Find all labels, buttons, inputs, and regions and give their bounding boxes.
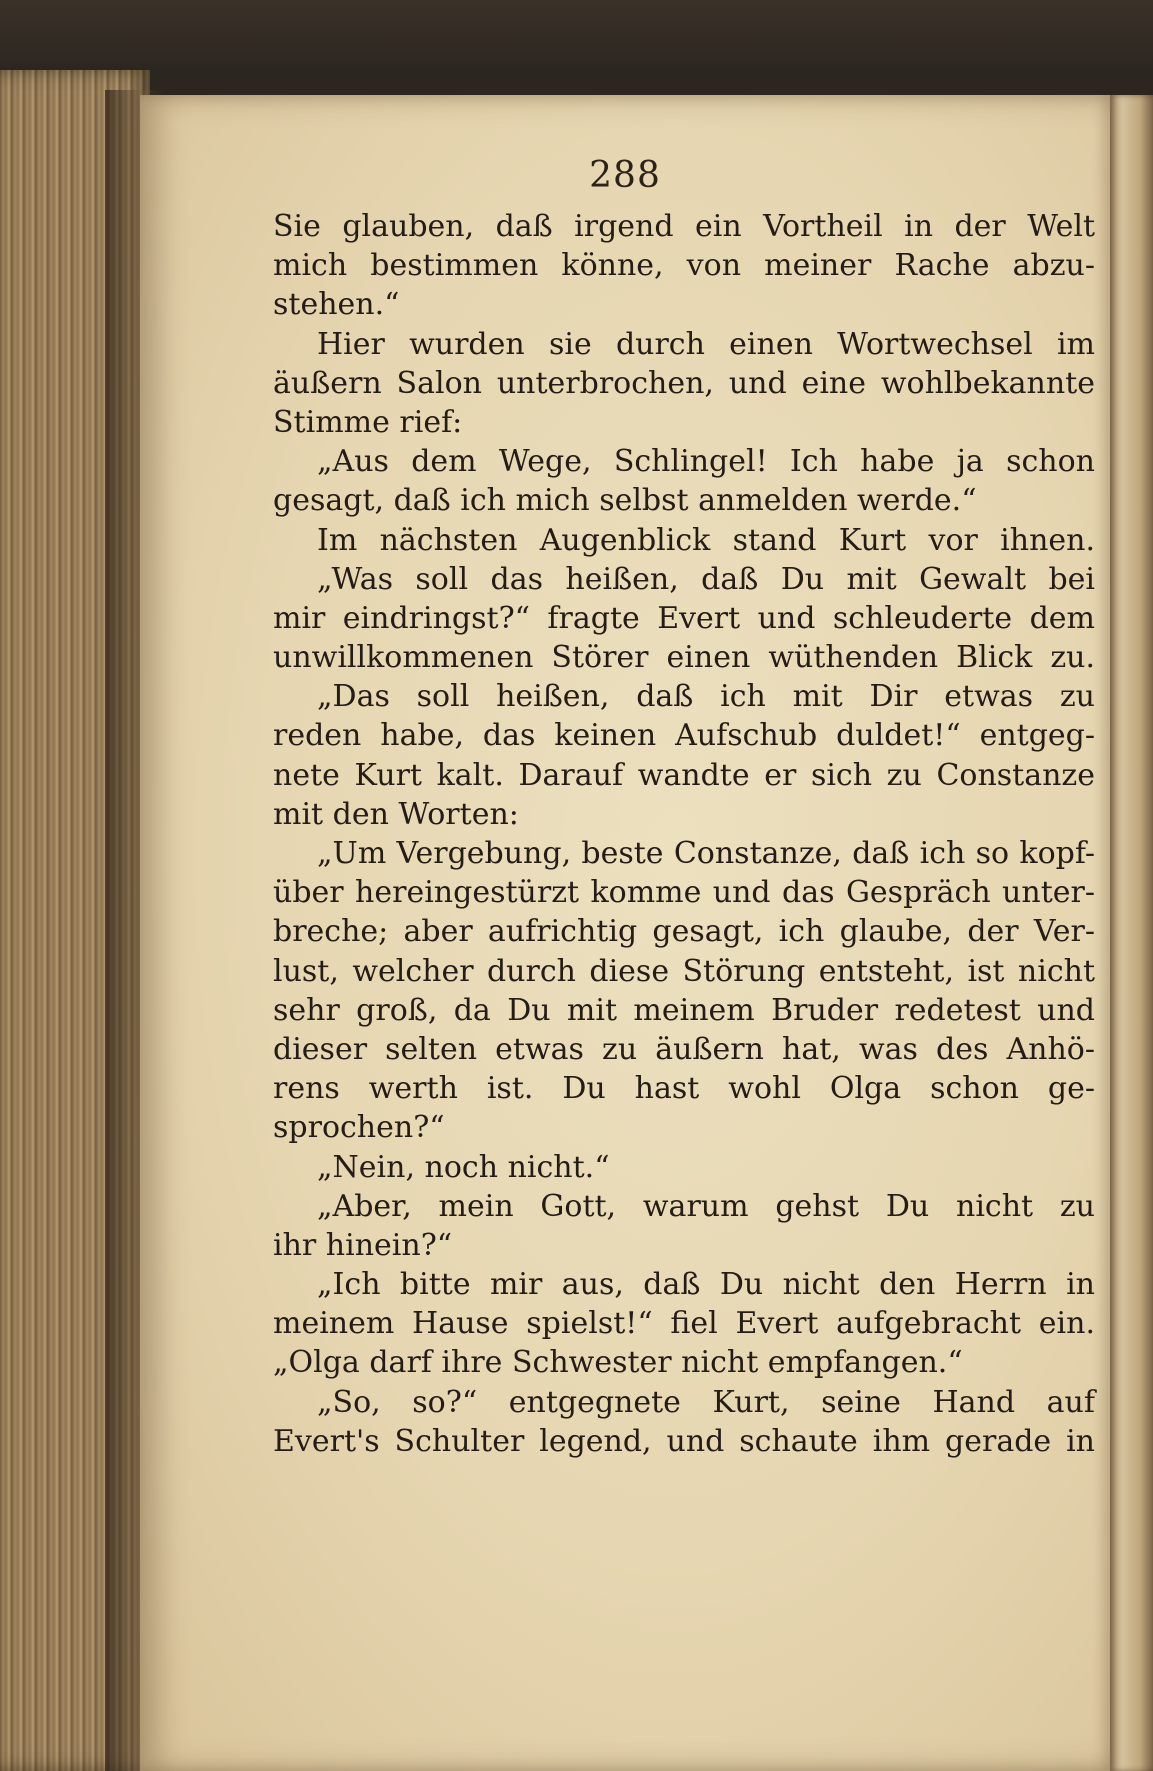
text-line: Sie glauben, daß irgend ein Vortheil in der Welt [273, 209, 1095, 244]
text-line: nete Kurt kalt. Darauf wandte er sich zu Constanze [273, 757, 1095, 793]
text-line: gesagt, daß ich mich selbst anmelden werde.“ [273, 483, 977, 519]
text-line: „Olga darf ihre Schwester nicht empfangen.“ [273, 1345, 963, 1381]
text-line: „Nein, noch nicht.“ [317, 1149, 610, 1185]
text-line: Stimme rief: [273, 404, 463, 440]
text-line: mir eindringst?“ fragte Evert und schleuderte dem [273, 600, 1095, 636]
text-line: mit den Worten: [273, 796, 519, 832]
text-line: reden habe, das keinen Aufschub duldet!“ entgeg- [273, 718, 1095, 754]
text-line: „Das soll heißen, daß ich mit Dir etwas zu [317, 679, 1095, 715]
text-line: „Was soll das heißen, daß Du mit Gewalt bei [317, 561, 1095, 597]
text-line: meinem Hause spielst!“ fiel Evert aufgebracht ein. [273, 1306, 1095, 1342]
text-line: Im nächsten Augenblick stand Kurt vor ihnen. [317, 522, 1095, 558]
text-line: über hereingestürzt komme und das Gespräch unter- [273, 875, 1095, 911]
text-line: unwillkommenen Störer einen wüthenden Blick zu. [273, 640, 1095, 676]
text-line: „Aber, mein Gott, warum gehst Du nicht zu [317, 1188, 1095, 1224]
text-line: „Aus dem Wege, Schlingel! Ich habe ja schon [317, 444, 1095, 480]
next-page-edge [1110, 95, 1153, 1771]
text-line: lust, welcher durch diese Störung entsteht, ist nicht [273, 953, 1095, 989]
text-line: sehr groß, da Du mit meinem Bruder redetest und [273, 992, 1095, 1028]
text-line: breche; aber aufrichtig gesagt, ich glaube, der Ver- [273, 914, 1095, 950]
text-line: äußern Salon unterbrochen, und eine wohlbekannte [273, 365, 1095, 401]
body-text [273, 207, 1095, 1461]
text-line: mich bestimmen könne, von meiner Rache abzu- [273, 248, 1095, 284]
text-line: Evert's Schulter legend, und schaute ihm gerade in [273, 1423, 1095, 1459]
text-line: ihr hinein?“ [273, 1227, 453, 1263]
text-line: „Ich bitte mir aus, daß Du nicht den Herrn in [317, 1267, 1095, 1303]
text-line: dieser selten etwas zu äußern hat, was des Anhö- [273, 1031, 1095, 1067]
page-number: 288 [589, 155, 661, 196]
book-page [140, 95, 1110, 1771]
text-line: sprochen?“ [273, 1110, 445, 1146]
text-line: „Um Vergebung, beste Constanze, daß ich so kopf- [317, 836, 1095, 871]
text-line: Hier wurden sie durch einen Wortwechsel im [317, 326, 1095, 362]
text-line: stehen.“ [273, 287, 400, 323]
text-line: „So, so?“ entgegnete Kurt, seine Hand auf [317, 1384, 1095, 1420]
text-line: rens werth ist. Du hast wohl Olga schon ge- [273, 1071, 1095, 1107]
